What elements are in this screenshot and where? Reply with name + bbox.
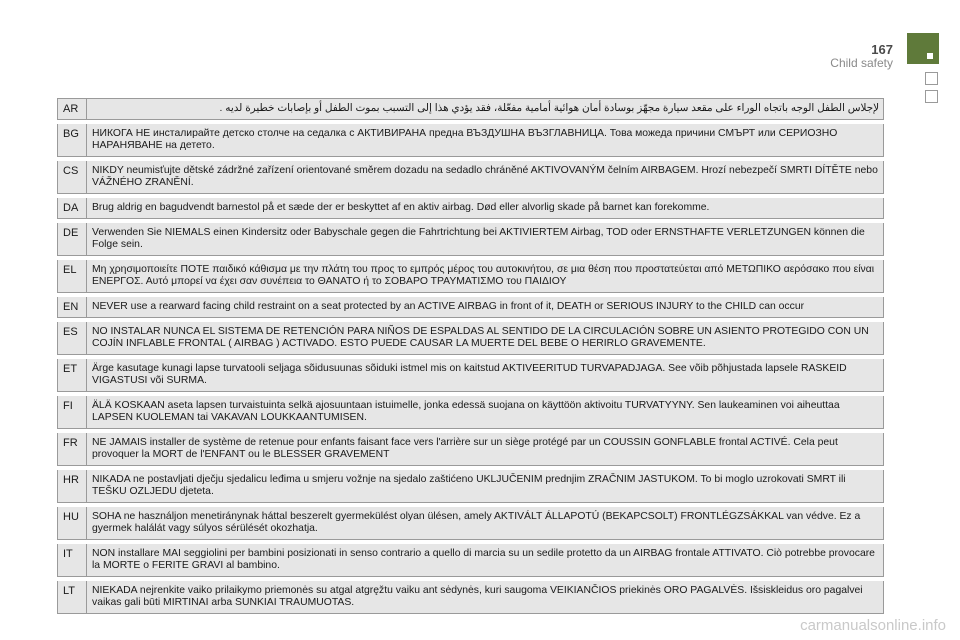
warning-row (57, 322, 884, 355)
language-code: DA (58, 198, 87, 218)
language-code: FI (58, 396, 87, 428)
language-code: FR (58, 433, 87, 465)
language-code: DE (58, 223, 87, 255)
section-tab-square-icon (927, 53, 933, 59)
language-code: ET (58, 359, 87, 391)
warning-text: SOHA ne használjon menetiránynak háttal beszerelt gyermekülést olyan ülésen, amely AKTIVÁLT ÁLLAPOTÚ (BEKAPCSOLT) FRONTLÉGZSÁKKAL van védve. Ez a gyermek halálát vagy súlyos sérülését okozhatja. (92, 511, 861, 534)
warning-row (57, 297, 884, 318)
language-code: AR (58, 99, 87, 119)
warning-text: Verwenden Sie NIEMALS einen Kindersitz oder Babyschale gegen die Fahrtrichtung bei AKTIVIERTEM Airbag, TOD oder ERNSTHAFTE VERLETZUNGEN können die Folge sein. (92, 227, 865, 250)
watermark: carmanualsonline.info (800, 617, 946, 634)
warning-row (57, 433, 884, 466)
warning-row (57, 544, 884, 577)
warning-text: NIKDY neumisťujte dětské zádržné zařízení orientované směrem dozadu na sedadlo chráněné AKTIVOVANÝM čelním AIRBAGEM. Hrozí nebezpečí SMRTI DÍTĚTE nebo VÁŽNÉHO ZRANĚNÍ. (92, 165, 878, 188)
warning-row (57, 99, 884, 120)
section-title: Child safety (830, 56, 893, 70)
language-code: HR (58, 470, 87, 502)
warning-text: НИКОГА НЕ инсталирайте детско столче на седалка с АКТИВИРАНА предна ВЪЗДУШНА ВЪЗГЛАВНИЦА. Това можеда причини СМЪРТ или СЕРИОЗНО НАРАНЯВАНЕ на детето. (92, 128, 838, 151)
warning-text: Μη χρησιμοποιείτε ΠΟΤΕ παιδικό κάθισμα με την πλάτη του προς το εμπρός μέρος του αυτοκινήτου, σε μια θέση που προστατεύεται από ΜΕΤΩΠΙΚΟ αερόσακο που είναι ΕΝΕΡΓΟΣ. Αυτό μπορεί να έχει σαν συνέπεια το ΘΑΝΑΤΟ ή το ΣΟΒΑΡΟ ΤΡΑΥΜΑΤΙΣΜΟ του ΠΑΙΔΙΟΥ (92, 264, 875, 287)
warning-text: NO INSTALAR NUNCA EL SISTEMA DE RETENCIÓN PARA NIÑOS DE ESPALDAS AL SENTIDO DE LA CIRCULACIÓN SOBRE UN ASIENTO PROTEGIDO CON UN COJÍN INFLABLE FRONTAL ( AIRBAG ) ACTIVADO. ESTO PUEDE CAUSAR LA MUERTE DEL BEBE O HERIRLO GRAVEMENTE. (92, 326, 869, 349)
language-code: HU (58, 507, 87, 539)
warning-row (57, 198, 884, 219)
warning-row (57, 260, 884, 293)
warning-text: NIKADA ne postavljati dječju sjedalicu leđima u smjeru vožnje na sjedalo zaštićeno UKLJUČENIM prednjim ZRAČNIM JASTUKOM. To bi moglo uzrokovati SMRT ili TEŠKU OZLJEDU djeteta. (92, 474, 846, 497)
language-code: BG (58, 124, 87, 156)
language-code: ES (58, 322, 87, 354)
section-tab-marker (907, 33, 939, 64)
warning-text: NE JAMAIS installer de système de retenue pour enfants faisant face vers l'arrière sur un siège protégé par un COUSSIN GONFLABLE frontal ACTIVÉ. Cela peut provoquer la MORT de l'ENFANT ou le BLESSER GRAVEMENT (92, 437, 838, 460)
warning-row (57, 359, 884, 392)
warning-text: لإجلاس الطفل الوجه باتجاه الوراء على مقعد سيارة مجهّز بوسادة أمان هوائية أمامية مفعّلة، فقد يؤدي هذا إلى التسبب بموت الطفل أو بإصابات خطيرة لديه . (219, 103, 879, 114)
warning-text: NEVER use a rearward facing child restraint on a seat protected by an ACTIVE AIRBAG in front of it, DEATH or SERIOUS INJURY to the CHILD can occur (92, 301, 805, 312)
language-code: EN (58, 297, 87, 317)
section-box-icon (925, 90, 938, 103)
language-code: EL (58, 260, 87, 292)
page-number: 167 (871, 42, 893, 57)
warning-text: NIEKADA nejrenkite vaiko prilaikymo priemonės su atgal atgręžtu vaiku ant sėdynės, kuri saugoma VEIKIANČIOS priekinės ORO PAGALVĖS. Išsiskleidus oro pagalvei vaikas gali būti MIRTINAI arba SUNKIAI TRAUMUOTAS. (92, 585, 863, 608)
warning-row (57, 161, 884, 194)
warning-row (57, 396, 884, 429)
language-code: CS (58, 161, 87, 193)
warning-row (57, 223, 884, 256)
language-code: LT (58, 581, 87, 613)
section-box-icon (925, 72, 938, 85)
warning-text: Ärge kasutage kunagi lapse turvatooli seljaga sõidusuunas sõiduki istmel mis on kaitstud AKTIVEERITUD TURVAPADJAGA. See võib põhjustada lapsele RASKEID VIGASTUSI või SURMA. (92, 363, 847, 386)
warning-text: Brug aldrig en bagudvendt barnestol på et sæde der er beskyttet af en aktiv airbag. Død eller alvorlig skade på barnet kan forekomme. (92, 202, 710, 213)
page-header (0, 0, 960, 80)
warning-row (57, 581, 884, 614)
language-code: IT (58, 544, 87, 576)
warning-row (57, 124, 884, 157)
warning-row (57, 470, 884, 503)
warning-text: ÄLÄ KOSKAAN aseta lapsen turvaistuinta selkä ajosuuntaan istuimelle, jonka edessä suojana on käyttöön aktivoitu TURVATYYNY. Sen laukeaminen voi aiheuttaa LAPSEN KUOLEMAN tai VAKAVAN LOUKKAANTUMISEN. (92, 400, 840, 423)
warning-table (57, 98, 884, 618)
warning-row (57, 507, 884, 540)
warning-text: NON installare MAI seggiolini per bambini posizionati in senso contrario a quello di marcia su un sedile protetto da un AIRBAG frontale ATTIVATO. Ciò potrebbe provocare la MORTE o FERITE GRAVI al bambino. (92, 548, 875, 571)
